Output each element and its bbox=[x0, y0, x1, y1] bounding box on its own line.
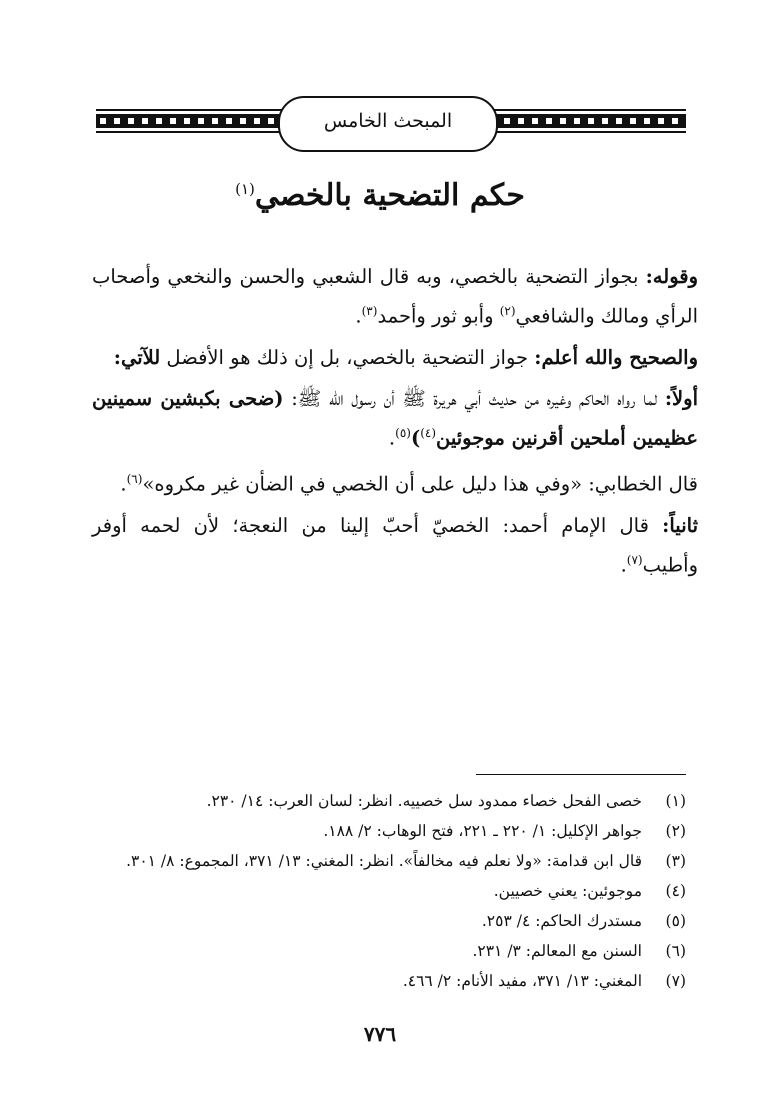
p5-lead: ثانياً: bbox=[662, 513, 698, 537]
footnote-number: (٣) bbox=[665, 852, 686, 870]
p1-lead: وقوله: bbox=[645, 265, 698, 288]
footnotes bbox=[92, 788, 686, 998]
p3-ref1: (٤) bbox=[420, 425, 437, 440]
p5-end: . bbox=[620, 553, 627, 576]
footnote-number: (٧) bbox=[665, 972, 686, 990]
p1-text2: وأبو ثور وأحمد bbox=[377, 304, 500, 328]
footnote-text: خصى الفحل خصاء ممدود سل خصييه. انظر: لسان العرب: ١٤/ ٢٣٠. bbox=[206, 792, 642, 810]
title-text: حكم التضحية بالخصي bbox=[254, 178, 525, 213]
footnote-item bbox=[92, 878, 686, 904]
p5-ref: (٧) bbox=[626, 552, 643, 567]
footnote-number: (٦) bbox=[665, 942, 686, 960]
footnote-item bbox=[92, 908, 686, 934]
p1-text1: بجواز التضحية بالخصي، وبه قال الشعبي والحسن والنخعي وأصحاب الرأي ومالك والشافعي bbox=[92, 265, 698, 328]
p4-ref: (٦) bbox=[126, 472, 143, 486]
p3-end: . bbox=[388, 426, 396, 449]
footnote-text: المغني: ١٣/ ٣٧١، مفيد الأنام: ٢/ ٤٦٦. bbox=[402, 972, 642, 990]
p3-text: لما رواه الحاكم وغيره من حديث أبي هريرة ﷺ أن رسول الله ﷺ: bbox=[291, 386, 665, 410]
footnote-item bbox=[92, 818, 686, 844]
p3-ref2: (٥) bbox=[395, 425, 411, 440]
page-title bbox=[80, 178, 680, 213]
p2-tail: للآتي: bbox=[113, 345, 161, 369]
p3-hadith: (ضحى بكبشين سمينين عظيمين أملحين أقرنين موجوئين bbox=[92, 386, 698, 449]
page-number: ٧٧٦ bbox=[363, 1022, 397, 1046]
footnote-text: السنن مع المعالم: ٣/ ٢٣١. bbox=[472, 942, 642, 960]
footnote-item bbox=[92, 848, 686, 874]
footnote-divider bbox=[476, 774, 686, 775]
footnote-item bbox=[92, 938, 686, 964]
p1-end: . bbox=[355, 304, 362, 328]
footnote-text: مستدرك الحاكم: ٤/ ٢٥٣. bbox=[481, 912, 642, 930]
p4-end: . bbox=[120, 472, 127, 496]
ornament-band-right bbox=[486, 104, 686, 138]
paragraph-5 bbox=[92, 509, 698, 583]
footnote-number: (٥) bbox=[665, 912, 686, 930]
paragraph-3 bbox=[92, 382, 698, 456]
p2-lead: والصحيح والله أعلم: bbox=[534, 345, 698, 369]
footnote-item bbox=[92, 968, 686, 994]
footnote-number: (٤) bbox=[665, 882, 686, 900]
p3-lead: أولاً: bbox=[664, 386, 698, 410]
footnote-text: جواهر الإكليل: ١/ ٢٢٠ ـ ٢٢١، فتح الوهاب: ٢/ ١٨٨. bbox=[323, 822, 642, 840]
p1-ref1: (٢) bbox=[499, 304, 516, 318]
p3-close: ) bbox=[410, 426, 421, 449]
footnote-number: (١) bbox=[665, 792, 686, 810]
footnote-item bbox=[92, 788, 686, 814]
footnote-number: (٢) bbox=[665, 822, 686, 840]
section-header-frame bbox=[278, 96, 498, 152]
title-footnote-ref: (١) bbox=[235, 180, 255, 198]
paragraph-2 bbox=[92, 341, 698, 375]
paragraph-4 bbox=[92, 462, 698, 502]
p5-text: قال الإمام أحمد: الخصيّ أحبّ إلينا من النعجة؛ لأن لحمه أوفر وأطيب bbox=[92, 513, 698, 576]
main-text bbox=[92, 260, 698, 589]
footnote-text: قال ابن قدامة: «ولا نعلم فيه مخالفاً». انظر: المغني: ١٣/ ٣٧١، المجموع: ٨/ ٣٠١. bbox=[126, 852, 642, 870]
p1-ref2: (٣) bbox=[361, 304, 378, 318]
p4-text: قال الخطابي: «وفي هذا دليل على أن الخصي في الضأن غير مكروه» bbox=[142, 472, 698, 496]
ornament-band-left bbox=[96, 104, 288, 138]
section-label: المبحث الخامس bbox=[323, 110, 453, 132]
paragraph-1 bbox=[92, 260, 698, 334]
p2-text: جواز التضحية بالخصي، بل إن ذلك هو الأفضل bbox=[166, 345, 535, 369]
footnote-text: موجوئين: يعني خصيين. bbox=[493, 882, 642, 900]
